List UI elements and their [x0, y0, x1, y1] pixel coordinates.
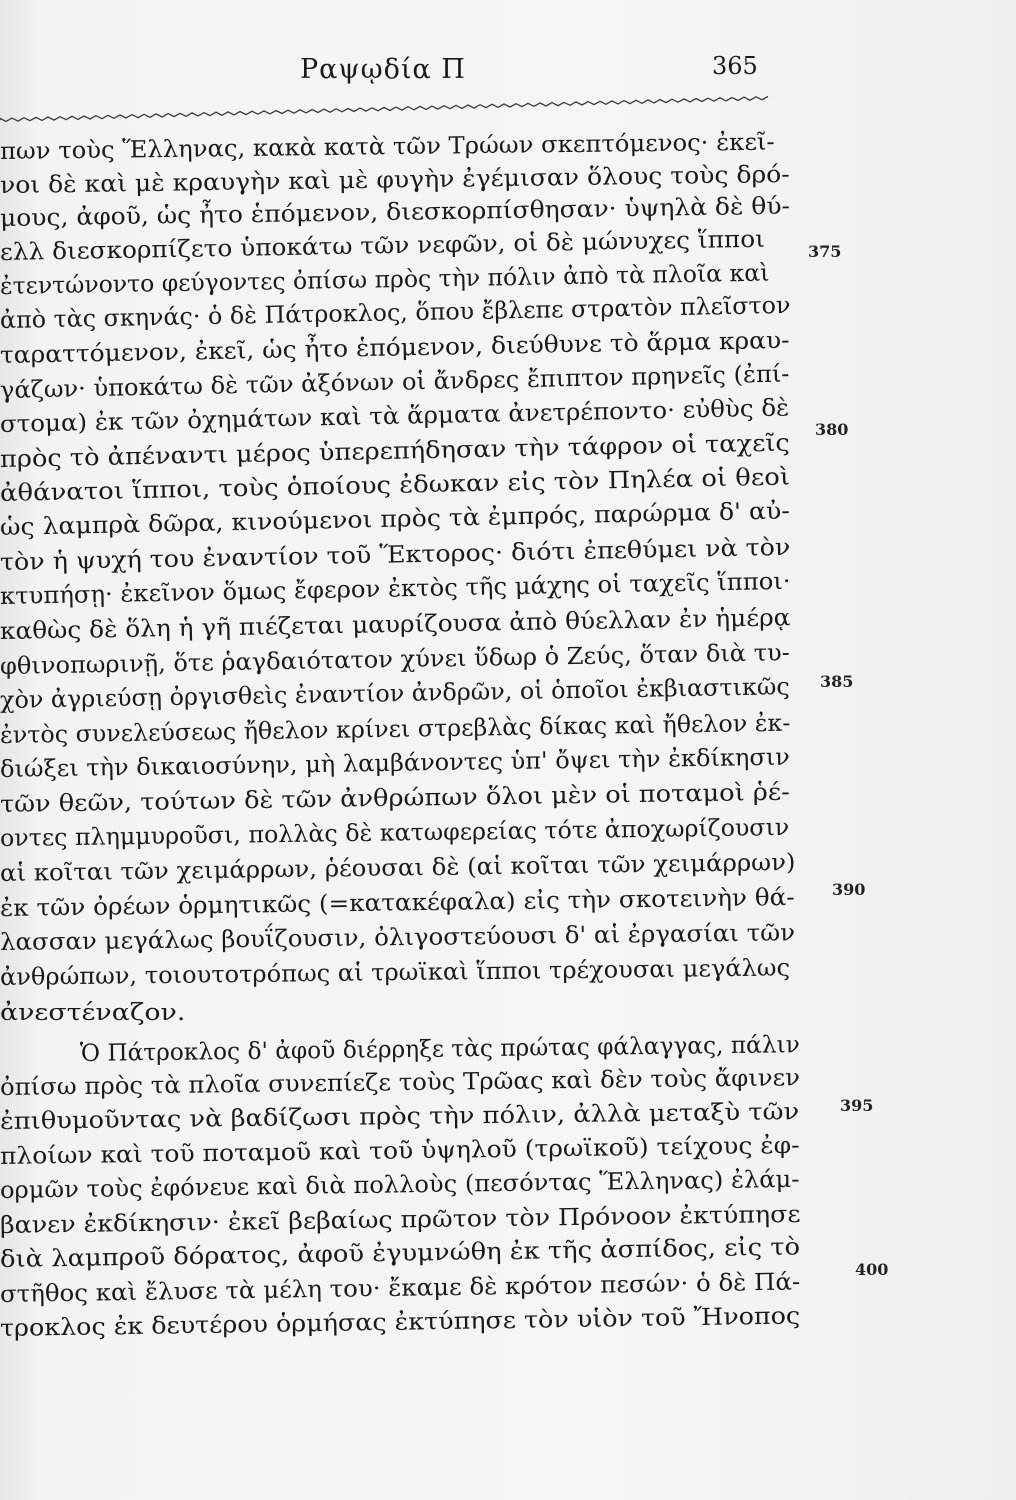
- text-line: ἀπὸ τὰς σκηνάς· ὁ δὲ Πάτροκλος, ὅπου ἔβλεπε στρατὸν πλεῖστον: [0, 290, 791, 334]
- text-line: ἀθάνατοι ἵπποι, τοὺς ὁποίους ἐδωκαν εἰς τὸν Πηλέα οἱ θεοὶ: [0, 462, 791, 507]
- page-number: 365: [712, 52, 758, 80]
- text-line: ἐτεντώνοντο φεύγοντες ὀπίσω πρὸς τὴν πόλιν ἀπὸ τὰ πλοῖα καὶ: [0, 258, 770, 300]
- text-line: ἐκ τῶν ὀρέων ὁρμητικῶς (=κατακέφαλα) εἰς τὴν σκοτεινὴν θά-: [0, 882, 795, 922]
- text-line: ἀνθρώπων, τοιουτοτρόπως αἱ τρωϊκαὶ ἵπποι τρέχουσαι μεγάλως: [0, 953, 791, 991]
- text-line: ἐπιθυμοῦντας νὰ βαδίζωσι πρὸς τὴν πόλιν, ἀλλὰ μεταξὺ τῶν: [0, 1097, 800, 1135]
- margin-line-number: 390: [832, 880, 866, 899]
- text-line: στῆθος καὶ ἔλυσε τὰ μέλη του· ἔκαμε δὲ κρότον πεσών· ὁ δὲ Πά-: [0, 1267, 801, 1308]
- decorative-rule: [0, 88, 770, 128]
- text-line: βανεν ἐκδίκησιν· ἐκεῖ βεβαίως πρῶτον τὸν Πρόνοον ἐκτύπησε: [0, 1199, 801, 1239]
- text-line: οντες πλημμυροῦσι, πολλὰς δὲ κατωφερείας τότε ἀποχωρίζουσιν: [0, 812, 790, 852]
- text-line: ἀνεστέναζον.: [0, 998, 186, 1026]
- text-line: χὸν ἀγριεύσῃ ὀργισθεὶς ἐναντίον ἀνδρῶν, οἱ ὁποῖοι ἐκβιαστικῶς: [0, 672, 790, 714]
- text-line: νοι δὲ καὶ μὲ κραυγὴν καὶ μὲ φυγὴν ἐγέμισαν ὅλους τοὺς δρό-: [0, 159, 790, 199]
- text-line: καθὼς δὲ ὅλη ἡ γῆ πιέζεται μαυρίζουσα ἀπὸ θύελλαν ἐν ἡμέρᾳ: [0, 603, 791, 645]
- text-line: ὡς λαμπρὰ δῶρα, κινούμενοι πρὸς τὰ ἐμπρός, παρώρμα δ' αὐ-: [0, 496, 791, 541]
- text-line: τῶν θεῶν, τούτων δὲ τῶν ἀνθρώπων ὅλοι μὲν οἱ ποταμοὶ ῥέ-: [0, 777, 790, 818]
- text-line: ελλ διεσκορπίζετο ὑποκάτω τῶν νεφῶν, οἱ δὲ μώνυχες ἵπποι: [0, 224, 766, 266]
- text-line: αἱ κοῖται τῶν χειμάρρων, ῥέουσαι δὲ (αἱ κοῖται τῶν χειμάρρων): [0, 847, 796, 887]
- margin-line-number: 375: [808, 242, 842, 261]
- text-line: γάζων· ὑποκάτω δὲ τῶν ἀξόνων οἱ ἄνδρες ἔπιπτον πρηνεῖς (ἐπί-: [0, 359, 790, 404]
- text-line: τροκλος ἐκ δευτέρου ὁρμήσας ἐκτύπησε τὸν υἱὸν τοῦ Ἤνοπος: [0, 1301, 801, 1342]
- margin-line-number: 380: [815, 420, 849, 439]
- margin-line-number: 395: [840, 1096, 874, 1115]
- text-line: Ὁ Πάτροκλος δ' ἀφοῦ διέρρηξε τὰς πρώτας φάλαγγας, πάλιν: [79, 1030, 800, 1067]
- text-line: μους, ἀφοῦ, ὡς ἦτο ἑπόμενον, διεσκορπίσθησαν· ὑψηλὰ δὲ θύ-: [0, 191, 791, 232]
- margin-line-number: 385: [820, 672, 854, 691]
- text-line: στομα) ἐκ τῶν ὀχημάτων καὶ τὰ ἅρματα ἀνετρέποντο· εὐθὺς δὲ: [0, 393, 790, 438]
- text-line: ταραττόμενον, ἐκεῖ, ὡς ἦτο ἑπόμενον, διεύθυνε τὸ ἅρμα κραυ-: [0, 325, 790, 369]
- text-line: πλοίων καὶ τοῦ ποταμοῦ καὶ τοῦ ὑψηλοῦ (τρωϊκοῦ) τείχους ἐφ-: [0, 1130, 800, 1170]
- text-line: διώξει τὴν δικαιοσύνην, μὴ λαμβάνοντες ὑπ' ὄψει τὴν ἐκδίκησιν: [0, 742, 790, 783]
- text-line: κτυπήσῃ· ἐκεῖνον ὅμως ἔφερον ἐκτὸς τῆς μάχης οἱ ταχεῖς ἵπποι·: [0, 566, 791, 610]
- running-header-title: Ραψῳδία Π: [300, 54, 466, 85]
- margin-line-number: 400: [855, 1260, 889, 1279]
- text-line: πων τοὺς Ἕλληνας, κακὰ κατὰ τῶν Τρώων σκεπτόμενος· ἐκεῖ-: [0, 127, 775, 165]
- text-line: τὸν ἡ ψυχή του ἐναντίον τοῦ Ἕκτορος· διότι ἐπεθύμει νὰ τὸν: [0, 532, 791, 576]
- text-line: πρὸς τὸ ἀπέναντι μέρος ὑπερεπήδησαν τὴν τάφρον οἱ ταχεῖς: [0, 428, 791, 473]
- text-line: ορμῶν τοὺς ἐφόνευε καὶ διὰ πολλοὺς (πεσόντας Ἕλληνας) ἐλάμ-: [0, 1164, 800, 1204]
- text-line: λασσαν μεγάλως βουΐζουσιν, ὀλιγοστεύουσι δ' αἱ ἐργασίαι τῶν: [0, 918, 796, 956]
- text-line: διὰ λαμπροῦ δόρατος, ἀφοῦ ἐγυμνώθη ἐκ τῆς ἀσπίδος, εἰς τὸ: [0, 1232, 801, 1273]
- text-line: φθινοπωρινῇ, ὅτε ῥαγδαιότατον χύνει ὕδωρ ὁ Ζεύς, ὅταν διὰ τυ-: [0, 638, 791, 680]
- text-line: ἐντὸς συνελεύσεως ἤθελον κρίνει στρεβλὰς δίκας καὶ ἤθελον ἐκ-: [0, 708, 791, 749]
- text-line: ὀπίσω πρὸς τὰ πλοῖα συνεπίεζε τοὺς Τρῶας καὶ δὲν τοὺς ἄφινεν: [0, 1063, 801, 1101]
